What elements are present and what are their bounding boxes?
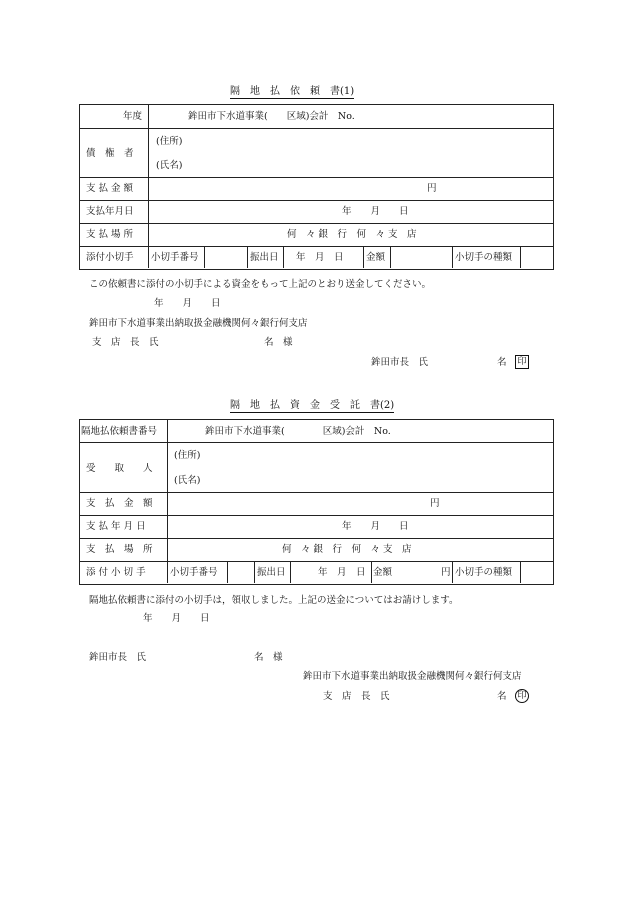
form2-account-text: 鉾田市下水道事業( 区域)会計 No.	[205, 426, 391, 437]
form1-addressee: 支 店 長 氏	[92, 337, 159, 348]
form2-amount-short-label: 金額	[373, 567, 393, 578]
form1-creditor-label: 債 権 者	[86, 148, 134, 159]
form2-place-label: 支 払 場 所	[86, 544, 153, 555]
form2-place-value: 何 々 銀 行 何 々 支 店	[282, 544, 412, 555]
form2-issue-date-value: 年 月 日	[318, 567, 366, 578]
form1-place-label: 支 払 場 所	[86, 229, 134, 240]
form1-account-text: 鉾田市下水道事業( 区域)会計 No.	[188, 111, 355, 122]
form1-date-value: 年 月 日	[342, 206, 409, 217]
form1-fiscal-year-label: 年度	[123, 111, 143, 122]
form1-amount-short-label: 金額	[366, 252, 386, 263]
form1-issue-date-label: 振出日	[250, 252, 279, 263]
form2-amount-short-unit: 円	[441, 567, 451, 578]
form2-honorific: 名 様	[254, 652, 283, 663]
form1-issuer: 鉾田市長 氏	[371, 357, 429, 368]
form2-amount-unit: 円	[430, 498, 440, 509]
form1-check-label: 添付小切手	[86, 252, 134, 263]
form1-amount-label: 支 払 金 額	[86, 183, 134, 194]
form2-statement: 隔地払依頼書に添付の小切手は，領収しました。上記の送金についてはお請けします。	[89, 595, 459, 606]
form1-check-type-label: 小切手の種類	[455, 252, 513, 263]
form1-issue-date-value: 年 月 日	[296, 252, 344, 263]
form1-place-value: 何 々 銀 行 何 々 支 店	[287, 229, 417, 240]
form2-bank-line: 鉾田市下水道事業出納取扱金融機関何々銀行何支店	[303, 671, 522, 682]
form2-check-no-label: 小切手番号	[170, 567, 218, 578]
form1-statement: この依頼書に添付の小切手による資金をもって上記のとおり送金してください。	[89, 279, 432, 290]
form2-check-label: 添 付 小 切 手	[86, 567, 146, 578]
form1-title: 隔 地 払 依 頼 書(1)	[230, 82, 354, 99]
form1-bank-line: 鉾田市下水道事業出納取扱金融機関何々銀行何支店	[89, 318, 308, 329]
form1-date-line: 年 月 日	[154, 298, 221, 309]
form1-issuer-name: 名	[497, 357, 507, 368]
form2-issuer: 鉾田市長 氏	[89, 652, 147, 663]
form2-issue-date-label: 振出日	[257, 567, 286, 578]
form1-address-label: (住所)	[156, 136, 183, 147]
form2-request-no-label: 隔地払依頼書番号	[81, 426, 158, 437]
form2-addressee: 支 店 長 氏	[323, 691, 390, 702]
form1-seal: 印	[515, 355, 529, 369]
form2-date-value: 年 月 日	[342, 521, 409, 532]
form2-recipient-label: 受 取 人	[86, 463, 153, 474]
form1-honorific: 名 様	[264, 337, 293, 348]
form2-amount-label: 支 払 金 額	[86, 498, 153, 509]
form2-name-label: (氏名)	[174, 475, 201, 486]
form1-amount-unit: 円	[427, 183, 437, 194]
form2-title: 隔 地 払 資 金 受 託 書(2)	[230, 396, 394, 413]
form2-date-line: 年 月 日	[143, 613, 210, 624]
form1-name-label: (氏名)	[156, 160, 183, 171]
form2-check-type-label: 小切手の種類	[455, 567, 513, 578]
form2-address-label: (住所)	[174, 450, 201, 461]
form1-check-no-label: 小切手番号	[151, 252, 199, 263]
form2-date-label: 支 払 年 月 日	[86, 521, 146, 532]
form1-date-label: 支払年月日	[86, 206, 134, 217]
form2-seal: 印	[515, 689, 529, 703]
form2-addressee-name: 名	[497, 691, 507, 702]
